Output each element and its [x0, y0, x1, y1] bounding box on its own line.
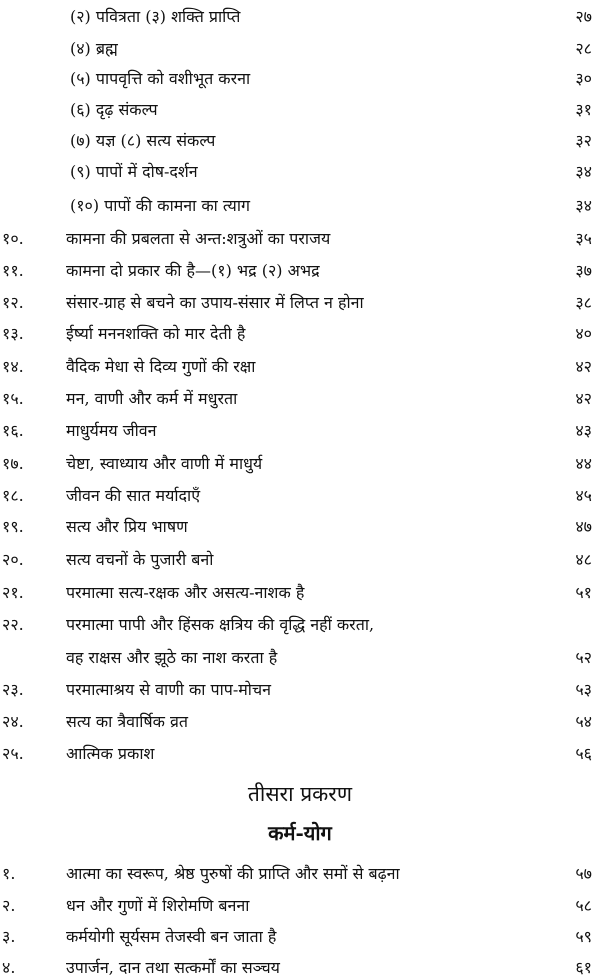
entry-title: (७) यज्ञ (८) सत्य संकल्प: [70, 131, 216, 150]
entry-title: आत्मा का स्वरूप, श्रेष्ठ पुरुषों की प्राप्ति और समों से बढ़ना: [66, 864, 400, 883]
entry-title: परमात्माश्रय से वाणी का पाप-मोचन: [66, 680, 271, 699]
toc-entry: [0, 384, 600, 414]
entry-number: २५.: [2, 744, 24, 763]
entry-number: १९.: [2, 517, 24, 536]
toc-entry: [0, 891, 600, 921]
toc-entry: [0, 288, 600, 318]
entry-number: १७.: [2, 454, 24, 473]
toc-entry: [0, 256, 600, 286]
entry-page-number: ५९: [575, 927, 592, 946]
entry-title: वैदिक मेधा से दिव्य गुणों की रक्षा: [66, 357, 256, 376]
entry-title: परमात्मा पापी और हिंसक क्षत्रिय की वृद्धि नहीं करता,: [66, 615, 375, 634]
entry-page-number: ३४: [575, 196, 592, 215]
entry-page-number: ४८: [575, 550, 592, 569]
entry-number: १०.: [2, 229, 24, 248]
toc-entry: [0, 481, 600, 511]
entry-page-number: ४२: [575, 357, 592, 376]
section-subtitle: कर्म-योग: [268, 821, 332, 845]
entry-title: (२) पवित्रता (३) शक्ति प्राप्ति: [70, 7, 241, 26]
entry-number: १.: [2, 864, 16, 883]
entry-number: १३.: [2, 324, 24, 343]
toc-entry: [0, 578, 600, 608]
toc-entry-continuation: [0, 643, 600, 673]
entry-title: कामना दो प्रकार की है—(१) भद्र (२) अभद्र: [66, 261, 320, 280]
entry-number: २.: [2, 896, 16, 915]
toc-entry: [0, 739, 600, 769]
entry-page-number: ४४: [575, 454, 592, 473]
entry-title: कर्मयोगी सूर्यसम तेजस्वी बन जाता है: [66, 927, 277, 946]
entry-number: २०.: [2, 550, 24, 569]
entry-page-number: ३१: [575, 100, 592, 119]
entry-title: परमात्मा सत्य-रक्षक और असत्य-नाशक है: [66, 583, 305, 602]
toc-entry: [0, 707, 600, 737]
entry-title: चेष्टा, स्वाध्याय और वाणी में माधुर्य: [66, 454, 263, 473]
toc-entry: [0, 191, 600, 221]
entry-page-number: ३८: [575, 293, 592, 312]
entry-title: आत्मिक प्रकाश: [66, 744, 155, 763]
entry-title: सत्य वचनों के पुजारी बनो: [66, 550, 214, 569]
entry-page-number: ३४: [575, 162, 592, 181]
entry-page-number: ४३: [575, 421, 592, 440]
entry-title: (५) पापवृत्ति को वशीभूत करना: [70, 69, 251, 88]
entry-page-number: ४२: [575, 389, 592, 408]
entry-number: ४.: [2, 958, 16, 977]
entry-title: उपार्जन, दान तथा सत्कर्मों का सञ्चय: [66, 958, 280, 977]
entry-title: (४) ब्रह्म: [70, 39, 118, 58]
toc-entry: [0, 610, 600, 640]
entry-number: ११.: [2, 261, 24, 280]
section-title: तीसरा प्रकरण: [247, 782, 353, 806]
entry-page-number: ५४: [575, 712, 592, 731]
entry-page-number: ४५: [575, 486, 592, 505]
toc-entry: [0, 449, 600, 479]
entry-number: १४.: [2, 357, 24, 376]
entry-title: (१०) पापों की कामना का त्याग: [70, 196, 250, 215]
entry-title: मन, वाणी और कर्म में मधुरता: [66, 389, 238, 408]
entry-page-number: ३७: [575, 261, 592, 280]
entry-title: वह राक्षस और झूठे का नाश करता है: [66, 648, 278, 667]
toc-entry: [0, 95, 600, 125]
entry-number: १८.: [2, 486, 24, 505]
entry-page-number: २८: [575, 39, 592, 58]
entry-page-number: ३५: [575, 229, 592, 248]
toc-entry: [0, 953, 600, 978]
entry-title: (६) दृढ़ संकल्प: [70, 100, 158, 119]
toc-entry: [0, 545, 600, 575]
entry-page-number: ३०: [575, 69, 592, 88]
entry-number: २४.: [2, 712, 24, 731]
entry-number: १२.: [2, 293, 24, 312]
entry-title: धन और गुणों में शिरोमणि बनना: [66, 896, 250, 915]
entry-title: माधुर्यमय जीवन: [66, 421, 157, 440]
entry-page-number: ५३: [575, 680, 592, 699]
entry-number: १५.: [2, 389, 24, 408]
toc-entry: [0, 126, 600, 156]
entry-page-number: ४०: [575, 324, 592, 343]
toc-entry: [0, 859, 600, 889]
toc-entry: [0, 64, 600, 94]
entry-page-number: ५१: [575, 583, 592, 602]
toc-entry: [0, 512, 600, 542]
toc-entry: [0, 922, 600, 952]
entry-page-number: ६१: [575, 958, 592, 977]
toc-entry: [0, 224, 600, 254]
entry-number: २३.: [2, 680, 24, 699]
entry-page-number: ५८: [575, 896, 592, 915]
entry-page-number: ४७: [575, 517, 592, 536]
entry-page-number: २७: [575, 7, 592, 26]
toc-entry: [0, 352, 600, 382]
toc-entry: [0, 157, 600, 187]
entry-title: कामना की प्रबलता से अन्त:शत्रुओं का पराजय: [66, 229, 331, 248]
entry-page-number: ५७: [575, 864, 592, 883]
entry-number: २२.: [2, 615, 24, 634]
entry-title: (९) पापों में दोष-दर्शन: [70, 162, 198, 181]
entry-title: संसार-ग्राह से बचने का उपाय-संसार में लिप्त न होना: [66, 293, 364, 312]
entry-number: २१.: [2, 583, 24, 602]
entry-page-number: ५२: [575, 648, 592, 667]
entry-number: ३.: [2, 927, 16, 946]
toc-entry: [0, 34, 600, 64]
entry-title: जीवन की सात मर्यादाएँ: [66, 486, 201, 505]
entry-title: ईर्ष्या मननशक्ति को मार देती है: [66, 324, 246, 343]
entry-page-number: ५६: [575, 744, 592, 763]
toc-entry: [0, 675, 600, 705]
toc-entry: [0, 2, 600, 32]
entry-title: सत्य और प्रिय भाषण: [66, 517, 188, 536]
entry-title: सत्य का त्रैवार्षिक व्रत: [66, 712, 188, 731]
toc-entry: [0, 416, 600, 446]
toc-entry: [0, 319, 600, 349]
entry-number: १६.: [2, 421, 24, 440]
entry-page-number: ३२: [575, 131, 592, 150]
